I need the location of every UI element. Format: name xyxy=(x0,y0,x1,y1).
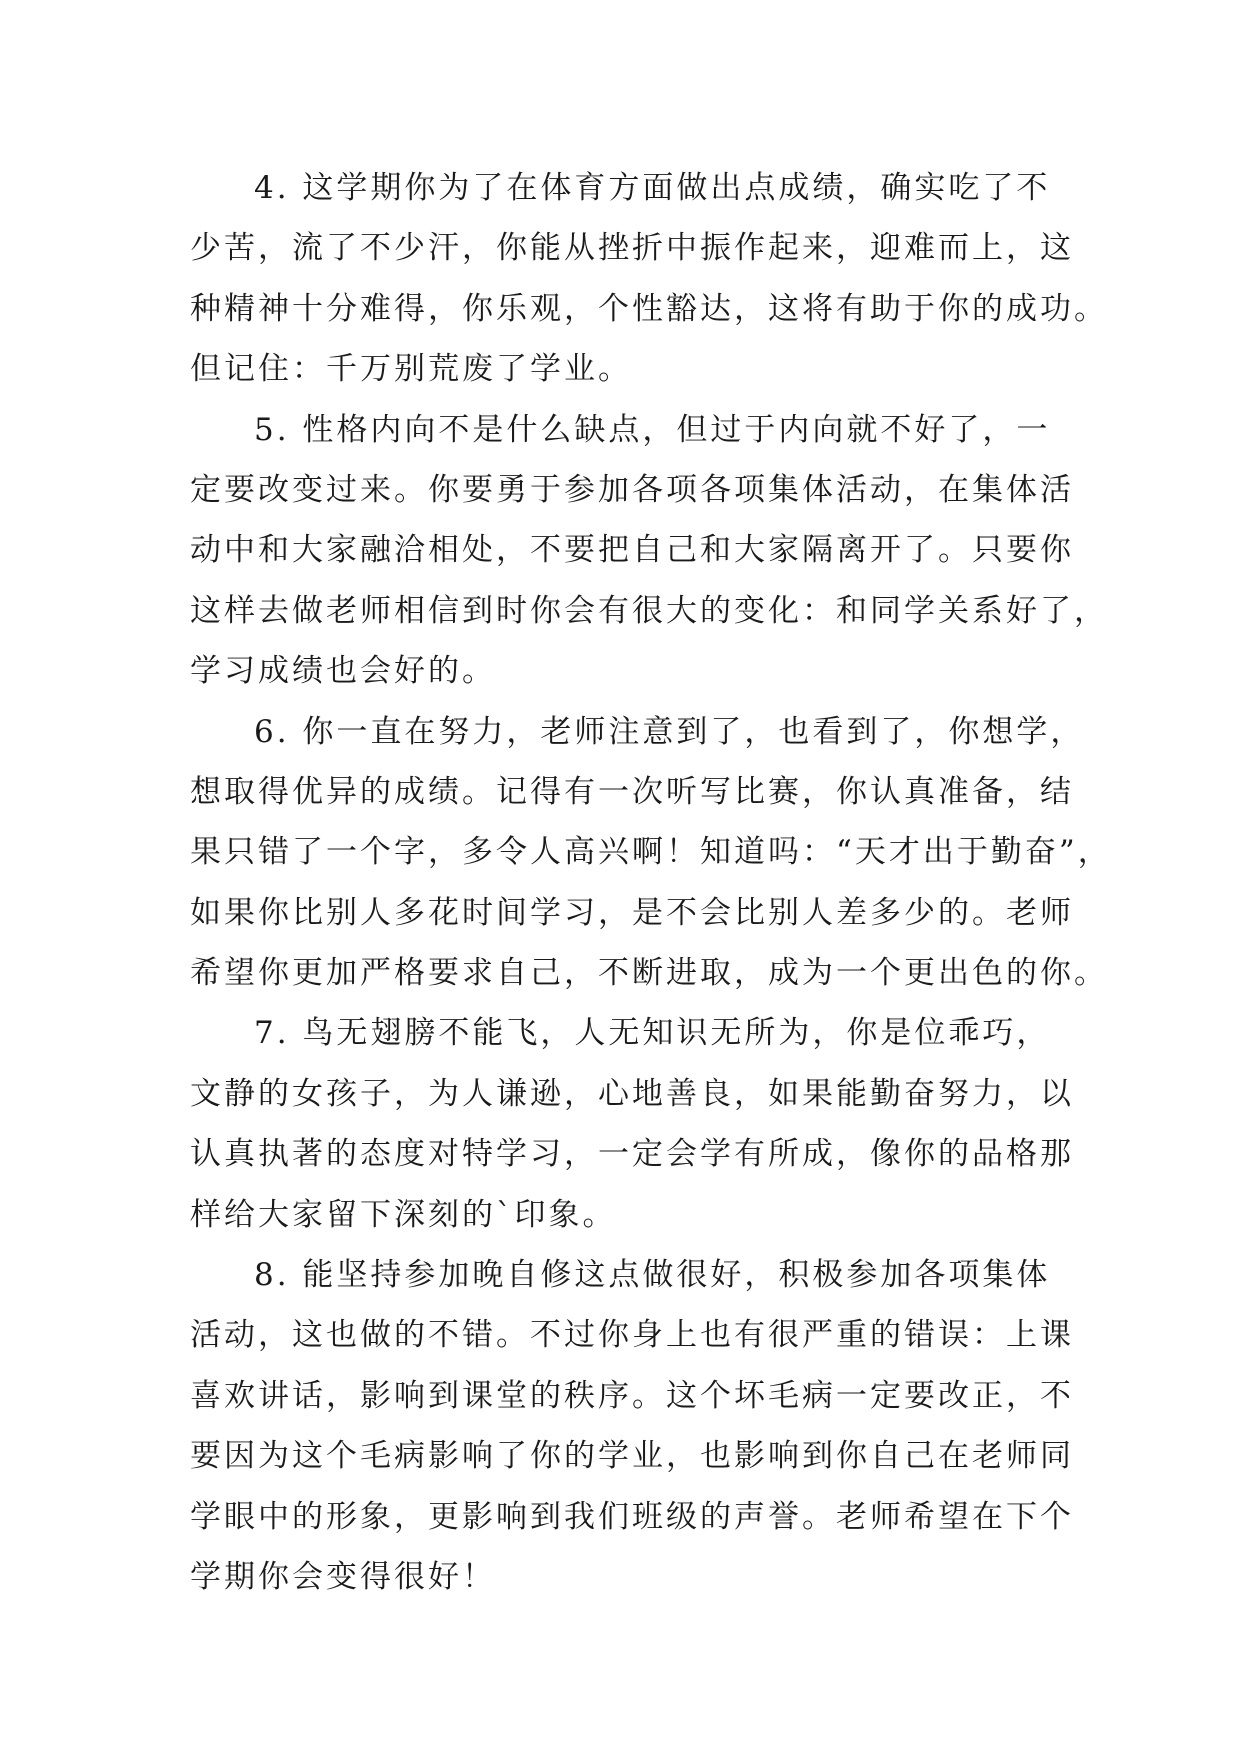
text-line: 学期你会变得很好！ xyxy=(190,1558,496,1595)
text-line: 种精神十分难得，你乐观，个性豁达，这将有助于你的成功。 xyxy=(190,290,1108,327)
paragraph-6 xyxy=(190,702,1112,1004)
text-line: 如果你比别人多花时间学习，是不会比别人差多少的。老师 xyxy=(190,894,1074,931)
text-line: 想取得优异的成绩。记得有一次听写比赛，你认真准备，结 xyxy=(190,773,1074,810)
text-line: 要因为这个毛病影响了你的学业，也影响到你自己在老师同 xyxy=(190,1438,1074,1475)
text-line: 学习成绩也会好的。 xyxy=(190,653,496,690)
text-line: 5. 性格内向不是什么缺点，但过于内向就不好了，一 xyxy=(254,411,1051,448)
text-line: 样给大家留下深刻的`印象。 xyxy=(190,1196,617,1233)
text-line: 少苦，流了不少汗，你能从挫折中振作起来，迎难而上，这 xyxy=(190,230,1074,267)
text-line: 学眼中的形象，更影响到我们班级的声誉。老师希望在下个 xyxy=(190,1498,1074,1535)
text-line: 希望你更加严格要求自己，不断进取，成为一个更出色的你。 xyxy=(190,955,1108,992)
text-line: 文静的女孩子，为人谦逊，心地善良，如果能勤奋努力，以 xyxy=(190,1075,1074,1112)
text-line: 动中和大家融洽相处，不要把自己和大家隔离开了。只要你 xyxy=(190,532,1074,569)
paragraph-8 xyxy=(190,1245,1074,1607)
text-line: 喜欢讲话，影响到课堂的秩序。这个坏毛病一定要改正，不 xyxy=(190,1377,1074,1414)
text-line: 4. 这学期你为了在体育方面做出点成绩，确实吃了不 xyxy=(254,170,1051,206)
text-line: 这样去做老师相信到时你会有很大的变化：和同学关系好了， xyxy=(190,592,1108,629)
text-line: 但记住：千万别荒废了学业。 xyxy=(190,351,632,388)
document-body xyxy=(190,158,1112,1607)
text-line: 果只错了一个字，多令人高兴啊！知道吗：“天才出于勤奋”， xyxy=(190,834,1112,871)
text-line: 8. 能坚持参加晚自修这点做很好，积极参加各项集体 xyxy=(254,1257,1051,1294)
text-line: 定要改变过来。你要勇于参加各项各项集体活动，在集体活 xyxy=(190,471,1074,508)
paragraph-7 xyxy=(190,1003,1074,1245)
text-line: 7. 鸟无翅膀不能飞，人无知识无所为，你是位乖巧， xyxy=(254,1015,1051,1052)
text-line: 6. 你一直在努力，老师注意到了，也看到了，你想学， xyxy=(254,713,1085,750)
text-line: 活动，这也做的不错。不过你身上也有很严重的错误：上课 xyxy=(190,1317,1074,1354)
paragraph-4 xyxy=(190,158,1108,400)
paragraph-5 xyxy=(190,400,1108,702)
text-line: 认真执著的态度对特学习，一定会学有所成，像你的品格那 xyxy=(190,1136,1074,1173)
